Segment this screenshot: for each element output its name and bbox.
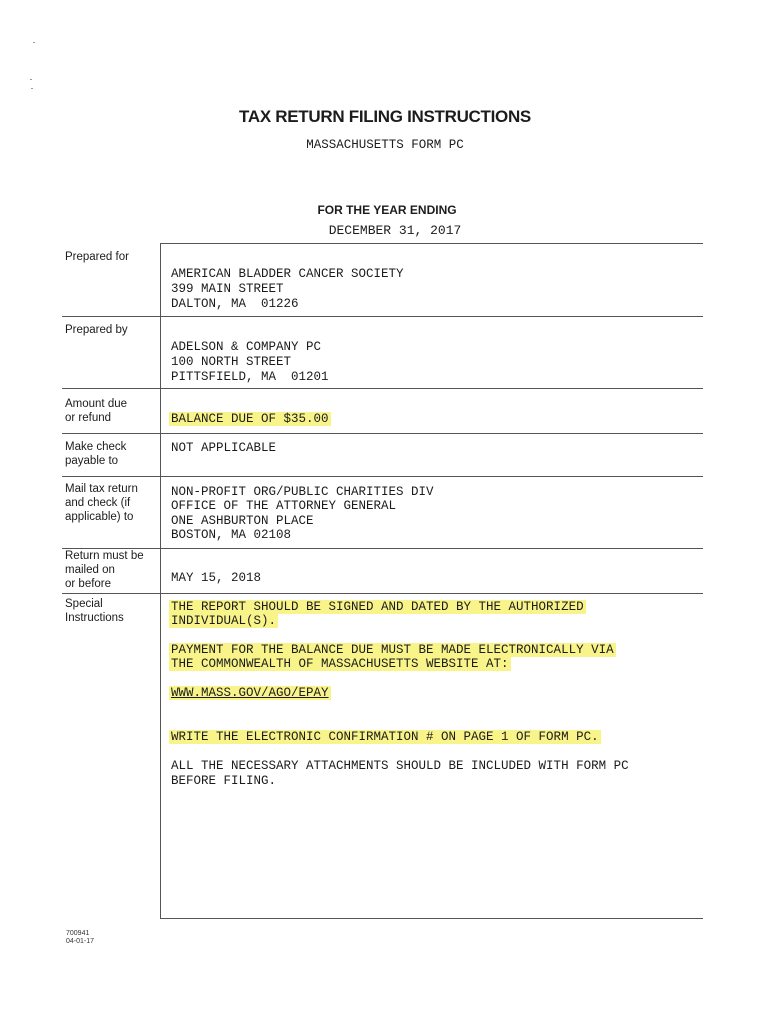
special-label-1: Special [65,598,103,610]
prepared-for-city: DALTON, MA 01226 [171,297,299,311]
return-date-label-1: Return must be [65,550,144,562]
return-date-label-3: or before [65,578,112,590]
document-subtitle: MASSACHUSETTS FORM PC [306,138,464,152]
make-check-label-1: Make check [65,441,127,453]
row-divider [62,593,703,594]
make-check-value: NOT APPLICABLE [171,441,277,455]
mail-to-label-3: applicable) to [65,511,134,523]
prepared-by-city: PITTSFIELD, MA 01201 [171,370,329,384]
bottom-rule [160,918,703,919]
row-divider [62,388,703,389]
special-p1-line1-highlight: THE REPORT SHOULD BE SIGNED AND DATED BY THE AUTHORIZED [171,600,584,614]
scan-speck [30,79,32,80]
top-rule [160,243,703,244]
row-divider [62,316,703,317]
return-date-value: MAY 15, 2018 [171,571,262,585]
amount-due-value [169,412,331,427]
amount-due-label-2: or refund [65,412,112,424]
row-divider [62,433,703,434]
scan-speck [33,42,35,43]
special-p1-line1 [169,600,586,615]
form-code-date: 04-01-17 [66,938,95,945]
special-p4 [169,730,601,745]
mail-to-line: NON-PROFIT ORG/PUBLIC CHARITIES DIV [171,485,434,499]
mail-to-label-2: and check (if [65,497,131,509]
special-p3-website [169,686,331,701]
mail-to-line: BOSTON, MA 02108 [171,528,292,542]
row-divider [62,476,703,477]
mail-to-line: OFFICE OF THE ATTORNEY GENERAL [171,499,397,513]
special-p5-line1: ALL THE NECESSARY ATTACHMENTS SHOULD BE INCLUDED WITH FORM PC [171,759,629,773]
amount-due-highlight: BALANCE DUE OF $35.00 [171,412,329,426]
year-ending-date: DECEMBER 31, 2017 [328,223,462,238]
special-p3-highlight: WWW.MASS.GOV/AGO/EPAY [171,686,329,700]
form-code [66,930,94,946]
make-check-label-2: payable to [65,455,119,467]
scan-speck [31,88,33,89]
prepared-by-street: 100 NORTH STREET [171,355,292,369]
special-p2-line1-highlight: PAYMENT FOR THE BALANCE DUE MUST BE MADE ELECTRONICALLY VIA [171,643,614,657]
amount-due-label-1: Amount due [65,398,128,410]
prepared-for-street: 399 MAIN STREET [171,282,284,296]
special-p4-highlight: WRITE THE ELECTRONIC CONFIRMATION # ON PAGE 1 OF FORM PC. [171,730,599,744]
special-p5-line2: BEFORE FILING. [171,774,277,788]
special-p1-line2-highlight: INDIVIDUAL(S). [171,614,277,628]
special-p2-line1 [169,643,616,658]
special-p2-line2-highlight: THE COMMONWEALTH OF MASSACHUSETTS WEBSITE AT: [171,657,509,671]
return-date-label-2: mailed on [65,564,115,576]
mail-to-label-1: Mail tax return [65,483,138,495]
form-code-number: 700941 [66,930,90,937]
special-p1-line2 [169,614,278,629]
mail-to-line: ONE ASHBURTON PLACE [171,514,314,528]
prepared-by-name: ADELSON & COMPANY PC [171,340,322,354]
prepared-for-name: AMERICAN BLADDER CANCER SOCIETY [171,267,404,281]
prepared-by-label: Prepared by [65,324,128,336]
prepared-for-label: Prepared for [65,251,129,263]
special-p2-line2 [169,657,511,672]
special-label-2: Instructions [65,612,124,624]
document-title: TAX RETURN FILING INSTRUCTIONS [239,107,531,126]
year-ending-label: FOR THE YEAR ENDING [317,203,457,217]
column-divider [160,243,161,918]
